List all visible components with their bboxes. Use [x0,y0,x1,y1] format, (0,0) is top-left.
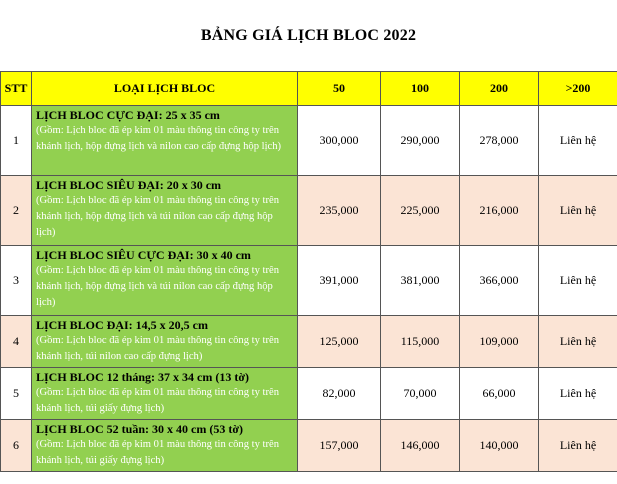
product-description: (Gồm: Lịch bloc đã ép kim 01 màu thông tin công ty trên khánh lịch, hộp đựng lịch và nilon cao cấp đựng hộp lịch) [36,125,282,152]
product-description: (Gồm: Lịch bloc đã ép kim 01 màu thông tin công ty trên khánh lịch, hộp đựng lịch và túi nilon cao cấp đựng hộp lịch) [36,195,280,238]
price-table [0,71,617,472]
product-name: LỊCH BLOC ĐẠI: 14,5 x 20,5 cm [36,318,209,332]
price-200: 216,000 [460,176,539,246]
header-qty-50: 50 [298,72,381,106]
product-description: (Gồm: Lịch bloc đã ép kim 01 màu thông tin công ty trên khánh lịch, hộp đựng lịch và túi nilon cao cấp đựng hộp lịch) [36,265,280,308]
row-product [32,246,298,316]
row-stt: 1 [1,106,32,176]
table-row [1,246,617,316]
price-200: 278,000 [460,106,539,176]
price-over-200: Liên hệ [539,106,617,176]
row-stt: 2 [1,176,32,246]
row-product [32,420,298,472]
price-200: 66,000 [460,368,539,420]
page-title: BẢNG GIÁ LỊCH BLOC 2022 [200,27,417,44]
header-qty-100: 100 [381,72,460,106]
price-50: 125,000 [298,316,381,368]
header-stt: STT [1,72,32,106]
product-description: (Gồm: Lịch bloc đã ép kim 01 màu thông tin công ty trên khánh lịch, túi nilon cao cấp đựng lịch) [36,335,280,362]
header-qty-over-200: >200 [539,72,617,106]
table-row [1,176,617,246]
price-100: 381,000 [381,246,460,316]
product-name: LỊCH BLOC CỰC ĐẠI: 25 x 35 cm [36,108,220,122]
row-stt: 6 [1,420,32,472]
table-row [1,316,617,368]
price-100: 225,000 [381,176,460,246]
price-over-200: Liên hệ [539,316,617,368]
table-row [1,368,617,420]
table-row [1,420,617,472]
price-over-200: Liên hệ [539,246,617,316]
price-200: 366,000 [460,246,539,316]
product-description: (Gồm: Lịch bloc đã ép kim 01 màu thông tin công ty trên khánh lịch, túi giấy đựng lịch) [36,439,280,466]
table-row [1,106,617,176]
row-product [32,368,298,420]
price-50: 82,000 [298,368,381,420]
product-name: LỊCH BLOC SIÊU CỰC ĐẠI: 30 x 40 cm [36,248,251,262]
price-100: 70,000 [381,368,460,420]
price-50: 157,000 [298,420,381,472]
row-product [32,176,298,246]
row-stt: 4 [1,316,32,368]
row-product [32,106,298,176]
product-name: LỊCH BLOC 52 tuần: 30 x 40 cm (53 tờ) [36,422,243,436]
header-row [1,72,617,106]
price-200: 109,000 [460,316,539,368]
price-over-200: Liên hệ [539,176,617,246]
row-stt: 5 [1,368,32,420]
row-product [32,316,298,368]
product-name: LỊCH BLOC SIÊU ĐẠI: 20 x 30 cm [36,178,222,192]
price-50: 300,000 [298,106,381,176]
header-type: LOẠI LỊCH BLOC [32,72,298,106]
header-qty-200: 200 [460,72,539,106]
price-50: 391,000 [298,246,381,316]
price-over-200: Liên hệ [539,420,617,472]
product-description: (Gồm: Lịch bloc đã ép kim 01 màu thông tin công ty trên khánh lịch, túi giấy đựng lịch) [36,387,280,414]
price-100: 115,000 [381,316,460,368]
product-name: LỊCH BLOC 12 tháng: 37 x 34 cm (13 tờ) [36,370,249,384]
price-over-200: Liên hệ [539,368,617,420]
price-100: 290,000 [381,106,460,176]
price-100: 146,000 [381,420,460,472]
price-50: 235,000 [298,176,381,246]
price-200: 140,000 [460,420,539,472]
row-stt: 3 [1,246,32,316]
